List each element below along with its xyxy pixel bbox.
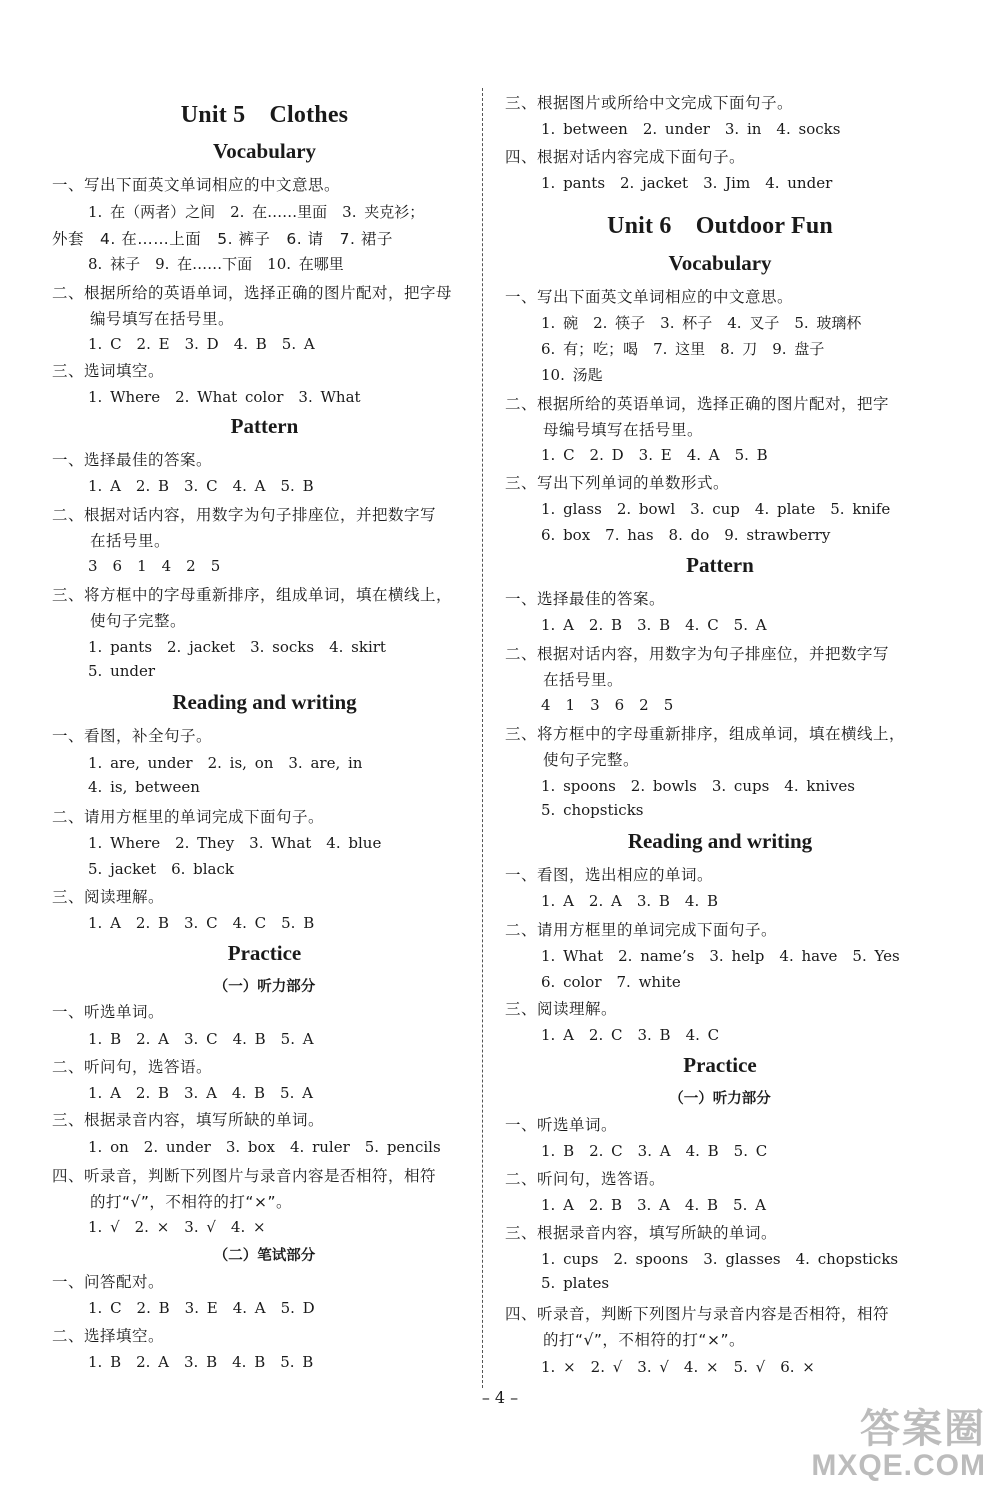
question: 四、听录音，判断下列图片与录音内容是否相符，相符 — [505, 1305, 890, 1323]
question: 编号填写在括号里。 — [90, 310, 235, 328]
question: 的打“√”，不相符的打“×”。 — [90, 1193, 292, 1211]
question: 在括号里。 — [543, 671, 624, 689]
answer: 5. under — [88, 662, 156, 680]
section-title-reading-writing: Reading and writing — [172, 690, 357, 714]
question: 一、看图，选出相应的单词。 — [505, 866, 714, 884]
answer: 1. glass 2. bowl 3. cup 4. plate 5. knife — [541, 500, 891, 518]
question: 二、根据所给的英语单词，选择正确的图片配对，把字 — [505, 395, 890, 413]
question: 二、听问句，选答语。 — [505, 1170, 666, 1188]
answer: 1. on 2. under 3. box 4. ruler 5. pencils — [88, 1138, 441, 1156]
answer: 3 6 1 4 2 5 — [88, 557, 221, 575]
answer: 1. A 2. B 3. A 4. B 5. A — [88, 1084, 313, 1102]
section-title-reading-writing: Reading and writing — [627, 829, 813, 853]
unit-title: Unit 5 Clothes — [180, 102, 349, 128]
answer: 1. between 2. under 3. in 4. socks — [541, 120, 841, 138]
section-title-pattern: Pattern — [230, 414, 299, 438]
question: 三、阅读理解。 — [505, 1000, 618, 1018]
answer: 1. C 2. D 3. E 4. A 5. B — [541, 446, 768, 464]
page-number: – 4 – — [481, 1388, 519, 1407]
unit-title: Unit 6 Outdoor Fun — [607, 213, 833, 239]
question: 的打“√”，不相符的打“×”。 — [543, 1331, 745, 1349]
answer: 1. B 2. A 3. B 4. B 5. B — [88, 1353, 314, 1371]
answer: 1. Where 2. What color 3. What — [88, 388, 361, 406]
answer: 1. × 2. √ 3. √ 4. × 5. √ 6. × — [541, 1358, 815, 1376]
answer: 1. B 2. A 3. C 4. B 5. A — [88, 1030, 314, 1048]
answer: 1. A 2. B 3. B 4. C 5. A — [541, 616, 767, 634]
answer: 1. B 2. C 3. A 4. B 5. C — [541, 1142, 768, 1160]
answer: 10. 汤匙 — [541, 366, 603, 384]
section-title-practice: Practice — [227, 941, 302, 965]
watermark-text-top: 答案圈 — [860, 1407, 986, 1451]
watermark-text-bottom: MXQE.COM — [811, 1449, 986, 1482]
answer: 1. are, under 2. is, on 3. are, in — [88, 754, 363, 772]
question: 四、听录音，判断下列图片与录音内容是否相符，相符 — [52, 1167, 437, 1185]
answer: 8. 袜子 9. 在……下面 10. 在哪里 — [88, 255, 344, 273]
answer: 4 1 3 6 2 5 — [541, 696, 674, 714]
answer: 6. box 7. has 8. do 9. strawberry — [541, 526, 831, 544]
question: 三、阅读理解。 — [52, 888, 165, 906]
section-title-pattern: Pattern — [686, 553, 754, 577]
answer: 5. chopsticks — [541, 801, 644, 819]
column-divider — [482, 88, 483, 1388]
question: 二、听问句，选答语。 — [52, 1058, 213, 1076]
answer: 4. is, between — [88, 778, 200, 796]
question: 一、写出下面英文单词相应的中文意思。 — [52, 176, 341, 194]
answer: 1. Where 2. They 3. What 4. blue — [88, 834, 382, 852]
subsection-title-listening: （一）听力部分 — [213, 979, 316, 995]
answer: 1. C 2. E 3. D 4. B 5. A — [88, 335, 315, 353]
question: 母编号填写在括号里。 — [543, 421, 704, 439]
section-title-vocabulary: Vocabulary — [668, 251, 772, 275]
answer: 1. pants 2. jacket 3. Jim 4. under — [541, 174, 833, 192]
question: 在括号里。 — [90, 532, 171, 550]
question: 一、看图，补全句子。 — [52, 727, 213, 745]
question: 一、听选单词。 — [52, 1003, 165, 1021]
answer: 1. What 2. name’s 3. help 4. have 5. Yes — [541, 947, 900, 965]
section-title-practice: Practice — [683, 1053, 757, 1077]
question: 使句子完整。 — [543, 751, 640, 769]
answer: 1. A 2. C 3. B 4. C — [541, 1026, 720, 1044]
subsection-title-written: （二）笔试部分 — [213, 1248, 316, 1264]
question: 二、请用方框里的单词完成下面句子。 — [505, 921, 778, 939]
answer: 1. A 2. B 3. A 4. B 5. A — [541, 1196, 766, 1214]
answer: 1. A 2. B 3. C 4. C 5. B — [88, 914, 315, 932]
question: 三、根据录音内容，填写所缺的单词。 — [505, 1224, 778, 1242]
question: 一、听选单词。 — [505, 1116, 618, 1134]
answer: 5. jacket 6. black — [88, 860, 234, 878]
answer: 1. A 2. B 3. C 4. A 5. B — [88, 477, 314, 495]
answer: 1. √ 2. × 3. √ 4. × — [88, 1218, 266, 1236]
question: 四、根据对话内容完成下面句子。 — [505, 148, 746, 166]
question: 一、问答配对。 — [52, 1273, 165, 1291]
answer: 1. 在（两者）之间 2. 在……里面 3. 夹克衫； — [88, 203, 425, 221]
answer: 1. 碗 2. 筷子 3. 杯子 4. 叉子 5. 玻璃杯 — [541, 314, 862, 332]
watermark-logo — [811, 1407, 986, 1481]
question: 三、写出下列单词的单数形式。 — [505, 474, 730, 492]
answer: 1. C 2. B 3. E 4. A 5. D — [88, 1299, 315, 1317]
question: 三、将方框中的字母重新排序，组成单词，填在横线上， — [505, 725, 906, 743]
question: 一、写出下面英文单词相应的中文意思。 — [505, 288, 794, 306]
question: 三、选词填空。 — [52, 362, 165, 380]
question: 使句子完整。 — [90, 612, 187, 630]
question: 二、根据所给的英语单词，选择正确的图片配对，把字母 — [52, 284, 453, 302]
question: 三、根据图片或所给中文完成下面句子。 — [505, 94, 794, 112]
answer: 5. plates — [541, 1274, 610, 1292]
answer: 1. A 2. A 3. B 4. B — [541, 892, 719, 910]
answer: 6. 有；吃；喝 7. 这里 8. 刀 9. 盘子 — [541, 340, 825, 358]
question: 二、选择填空。 — [52, 1327, 165, 1345]
answer: 1. spoons 2. bowls 3. cups 4. knives — [541, 777, 855, 795]
answer: 6. color 7. white — [541, 973, 681, 991]
question: 二、根据对话内容，用数字为句子排座位，并把数字写 — [505, 645, 890, 663]
section-title-vocabulary: Vocabulary — [212, 139, 317, 163]
answer: 1. cups 2. spoons 3. glasses 4. chopsticks — [541, 1250, 899, 1268]
subsection-title-listening: （一）听力部分 — [669, 1091, 771, 1107]
question: 二、根据对话内容，用数字为句子排座位，并把数字写 — [52, 506, 437, 524]
question: 一、选择最佳的答案。 — [52, 451, 213, 469]
question: 一、选择最佳的答案。 — [505, 590, 666, 608]
question: 二、请用方框里的单词完成下面句子。 — [52, 808, 325, 826]
answer: 1. pants 2. jacket 3. socks 4. skirt — [88, 638, 386, 656]
question: 三、根据录音内容，填写所缺的单词。 — [52, 1111, 325, 1129]
answer: 外套 4. 在……上面 5. 裤子 6. 请 7. 裙子 — [52, 230, 393, 248]
question: 三、将方框中的字母重新排序，组成单词，填在横线上， — [52, 586, 453, 604]
